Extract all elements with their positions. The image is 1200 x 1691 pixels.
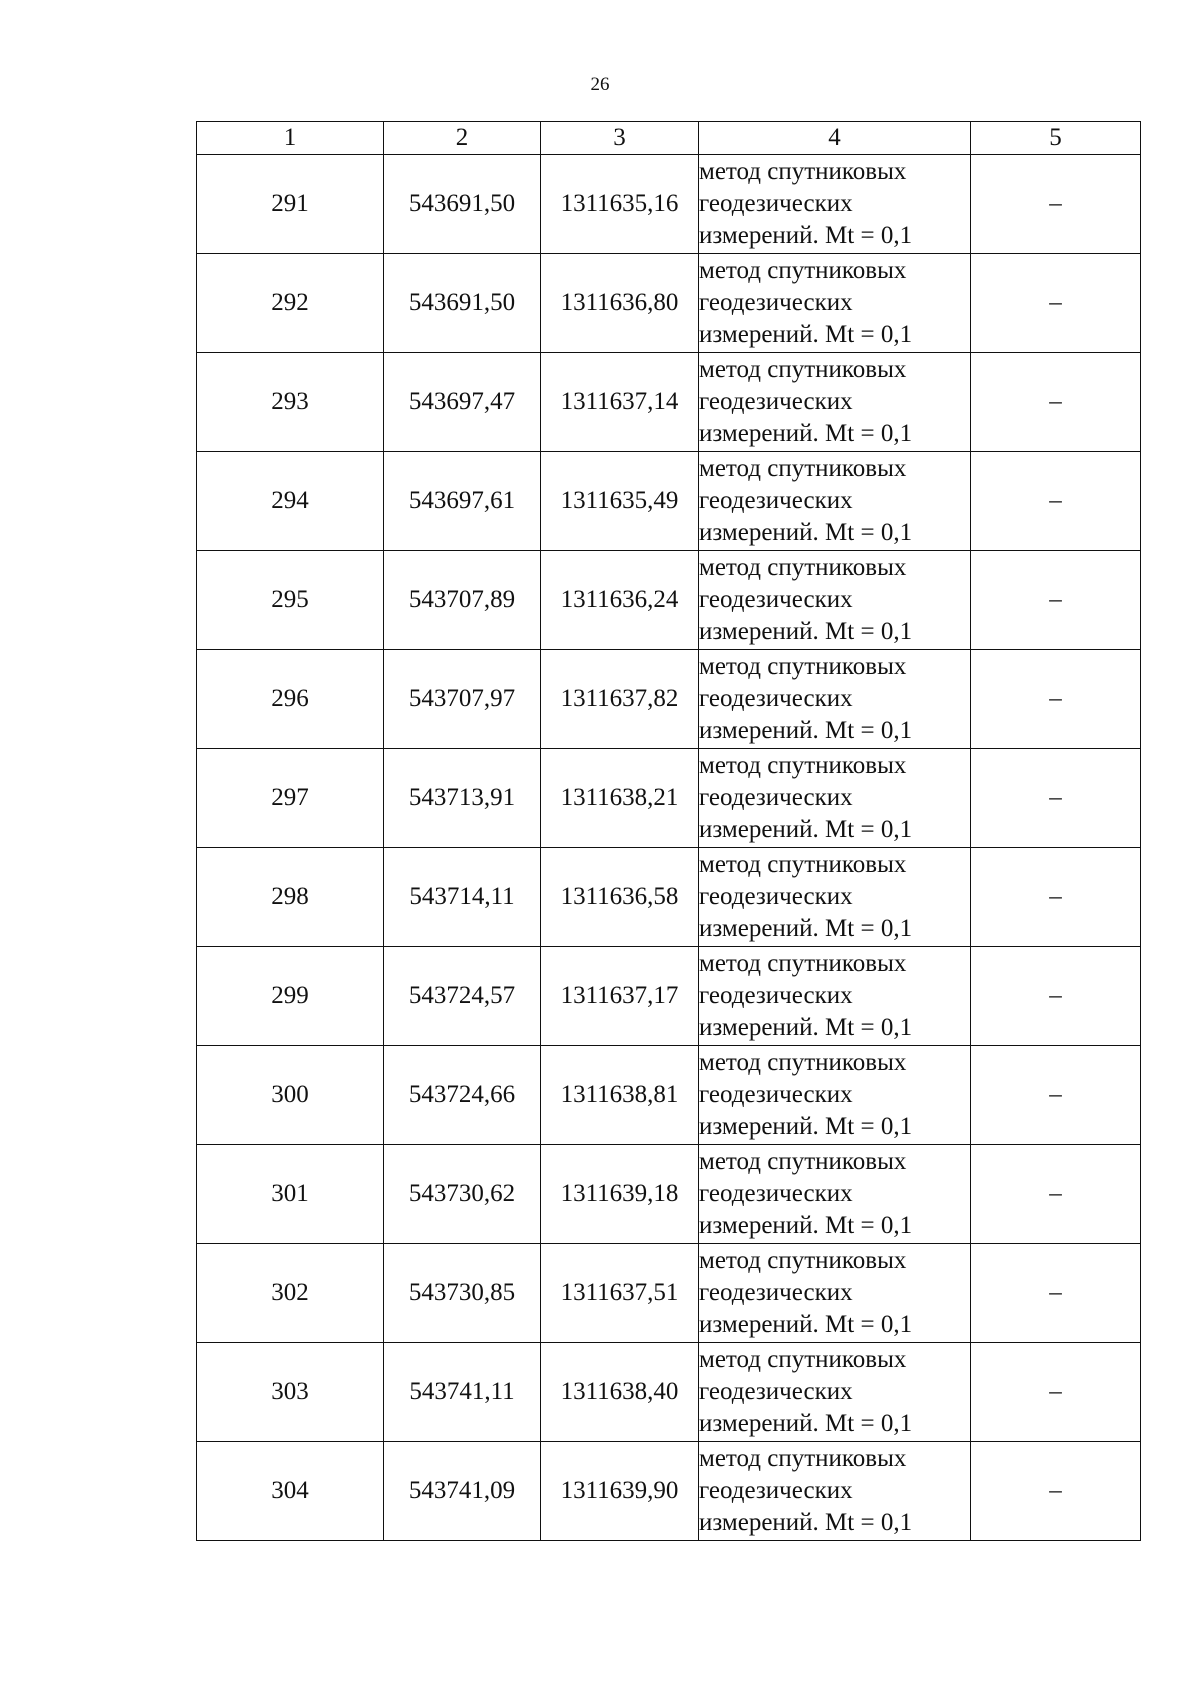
y-coordinate-cell: 1311637,14 bbox=[541, 353, 699, 452]
note-cell: – bbox=[971, 947, 1141, 1046]
point-number-cell: 300 bbox=[197, 1046, 384, 1145]
x-coordinate-cell: 543697,61 bbox=[384, 452, 541, 551]
y-coordinate-cell: 1311635,49 bbox=[541, 452, 699, 551]
method-text-line: метод спутниковых bbox=[699, 554, 907, 581]
method-text-line: метод спутниковых bbox=[699, 1346, 907, 1373]
y-coordinate-cell: 1311638,81 bbox=[541, 1046, 699, 1145]
method-text-line: геодезических bbox=[699, 1081, 853, 1108]
method-text-line: измерений. Mt = 0,1 bbox=[699, 1509, 913, 1536]
note-cell: – bbox=[971, 1343, 1141, 1442]
x-coordinate-cell: 543713,91 bbox=[384, 749, 541, 848]
point-number-cell: 294 bbox=[197, 452, 384, 551]
method-text-line: измерений. Mt = 0,1 bbox=[699, 519, 913, 546]
y-coordinate-cell: 1311638,40 bbox=[541, 1343, 699, 1442]
note-cell: – bbox=[971, 1442, 1141, 1541]
point-number-cell: 301 bbox=[197, 1145, 384, 1244]
method-text-line: измерений. Mt = 0,1 bbox=[699, 420, 913, 447]
table-row bbox=[197, 749, 1141, 848]
y-coordinate-cell: 1311639,18 bbox=[541, 1145, 699, 1244]
x-coordinate-cell: 543691,50 bbox=[384, 254, 541, 353]
point-number-cell: 299 bbox=[197, 947, 384, 1046]
method-text-line: измерений. Mt = 0,1 bbox=[699, 1113, 913, 1140]
point-number-cell: 297 bbox=[197, 749, 384, 848]
column-header: 5 bbox=[971, 122, 1141, 155]
method-text-line: геодезических bbox=[699, 388, 853, 415]
table-row bbox=[197, 551, 1141, 650]
x-coordinate-cell: 543730,62 bbox=[384, 1145, 541, 1244]
table-row bbox=[197, 1343, 1141, 1442]
method-cell bbox=[699, 1442, 971, 1541]
point-number-cell: 293 bbox=[197, 353, 384, 452]
y-coordinate-cell: 1311635,16 bbox=[541, 155, 699, 254]
method-text-line: метод спутниковых bbox=[699, 1445, 907, 1472]
y-coordinate-cell: 1311636,24 bbox=[541, 551, 699, 650]
point-number-cell: 292 bbox=[197, 254, 384, 353]
note-cell: – bbox=[971, 452, 1141, 551]
x-coordinate-cell: 543691,50 bbox=[384, 155, 541, 254]
column-header: 4 bbox=[699, 122, 971, 155]
note-cell: – bbox=[971, 1145, 1141, 1244]
method-text-line: измерений. Mt = 0,1 bbox=[699, 618, 913, 645]
method-cell bbox=[699, 254, 971, 353]
method-cell bbox=[699, 551, 971, 650]
column-header: 3 bbox=[541, 122, 699, 155]
point-number-cell: 296 bbox=[197, 650, 384, 749]
method-cell bbox=[699, 650, 971, 749]
x-coordinate-cell: 543707,89 bbox=[384, 551, 541, 650]
coordinates-table bbox=[196, 121, 1141, 1541]
method-text-line: метод спутниковых bbox=[699, 752, 907, 779]
method-text-line: метод спутниковых bbox=[699, 455, 907, 482]
x-coordinate-cell: 543724,66 bbox=[384, 1046, 541, 1145]
method-text-line: измерений. Mt = 0,1 bbox=[699, 915, 913, 942]
note-cell: – bbox=[971, 1046, 1141, 1145]
method-text-line: метод спутниковых bbox=[699, 1049, 907, 1076]
table-row bbox=[197, 1145, 1141, 1244]
method-cell bbox=[699, 452, 971, 551]
point-number-cell: 291 bbox=[197, 155, 384, 254]
table-row bbox=[197, 650, 1141, 749]
x-coordinate-cell: 543697,47 bbox=[384, 353, 541, 452]
method-text-line: измерений. Mt = 0,1 bbox=[699, 717, 913, 744]
x-coordinate-cell: 543724,57 bbox=[384, 947, 541, 1046]
method-text-line: метод спутниковых bbox=[699, 1247, 907, 1274]
method-text-line: метод спутниковых bbox=[699, 158, 907, 185]
method-text-line: геодезических bbox=[699, 289, 853, 316]
x-coordinate-cell: 543714,11 bbox=[384, 848, 541, 947]
table-header-row bbox=[197, 122, 1141, 155]
method-text-line: измерений. Mt = 0,1 bbox=[699, 1212, 913, 1239]
table-row bbox=[197, 452, 1141, 551]
method-text-line: метод спутниковых bbox=[699, 356, 907, 383]
note-cell: – bbox=[971, 650, 1141, 749]
column-header: 2 bbox=[384, 122, 541, 155]
x-coordinate-cell: 543741,11 bbox=[384, 1343, 541, 1442]
method-text-line: измерений. Mt = 0,1 bbox=[699, 1311, 913, 1338]
y-coordinate-cell: 1311638,21 bbox=[541, 749, 699, 848]
method-cell bbox=[699, 749, 971, 848]
method-cell bbox=[699, 1244, 971, 1343]
method-text-line: измерений. Mt = 0,1 bbox=[699, 321, 913, 348]
table-row bbox=[197, 1046, 1141, 1145]
x-coordinate-cell: 543730,85 bbox=[384, 1244, 541, 1343]
y-coordinate-cell: 1311636,80 bbox=[541, 254, 699, 353]
method-text-line: метод спутниковых bbox=[699, 653, 907, 680]
method-text-line: измерений. Mt = 0,1 bbox=[699, 1410, 913, 1437]
method-text-line: геодезических bbox=[699, 784, 853, 811]
point-number-cell: 304 bbox=[197, 1442, 384, 1541]
method-text-line: измерений. Mt = 0,1 bbox=[699, 1014, 913, 1041]
method-text-line: метод спутниковых bbox=[699, 257, 907, 284]
method-text-line: метод спутниковых bbox=[699, 851, 907, 878]
y-coordinate-cell: 1311637,51 bbox=[541, 1244, 699, 1343]
table-body bbox=[197, 155, 1141, 1541]
method-text-line: геодезических bbox=[699, 1477, 853, 1504]
note-cell: – bbox=[971, 1244, 1141, 1343]
method-cell bbox=[699, 1343, 971, 1442]
y-coordinate-cell: 1311637,82 bbox=[541, 650, 699, 749]
method-text-line: измерений. Mt = 0,1 bbox=[699, 816, 913, 843]
note-cell: – bbox=[971, 749, 1141, 848]
x-coordinate-cell: 543707,97 bbox=[384, 650, 541, 749]
method-text-line: измерений. Mt = 0,1 bbox=[699, 222, 913, 249]
column-header: 1 bbox=[197, 122, 384, 155]
method-text-line: метод спутниковых bbox=[699, 1148, 907, 1175]
point-number-cell: 295 bbox=[197, 551, 384, 650]
note-cell: – bbox=[971, 155, 1141, 254]
method-text-line: геодезических bbox=[699, 883, 853, 910]
method-cell bbox=[699, 1046, 971, 1145]
point-number-cell: 302 bbox=[197, 1244, 384, 1343]
point-number-cell: 303 bbox=[197, 1343, 384, 1442]
page-number: 26 bbox=[590, 74, 610, 95]
method-text-line: геодезических bbox=[699, 1180, 853, 1207]
note-cell: – bbox=[971, 254, 1141, 353]
table-row bbox=[197, 155, 1141, 254]
table-row bbox=[197, 848, 1141, 947]
table-row bbox=[197, 947, 1141, 1046]
method-cell bbox=[699, 155, 971, 254]
note-cell: – bbox=[971, 551, 1141, 650]
note-cell: – bbox=[971, 353, 1141, 452]
table-row bbox=[197, 1442, 1141, 1541]
method-text-line: геодезических bbox=[699, 586, 853, 613]
method-text-line: геодезических bbox=[699, 1378, 853, 1405]
method-text-line: геодезических bbox=[699, 1279, 853, 1306]
table-row bbox=[197, 1244, 1141, 1343]
method-cell bbox=[699, 353, 971, 452]
y-coordinate-cell: 1311637,17 bbox=[541, 947, 699, 1046]
table-row bbox=[197, 353, 1141, 452]
method-text-line: геодезических bbox=[699, 685, 853, 712]
method-cell bbox=[699, 1145, 971, 1244]
method-text-line: геодезических bbox=[699, 982, 853, 1009]
x-coordinate-cell: 543741,09 bbox=[384, 1442, 541, 1541]
method-cell bbox=[699, 848, 971, 947]
method-text-line: геодезических bbox=[699, 190, 853, 217]
method-cell bbox=[699, 947, 971, 1046]
note-cell: – bbox=[971, 848, 1141, 947]
y-coordinate-cell: 1311636,58 bbox=[541, 848, 699, 947]
table-row bbox=[197, 254, 1141, 353]
method-text-line: метод спутниковых bbox=[699, 950, 907, 977]
method-text-line: геодезических bbox=[699, 487, 853, 514]
point-number-cell: 298 bbox=[197, 848, 384, 947]
y-coordinate-cell: 1311639,90 bbox=[541, 1442, 699, 1541]
